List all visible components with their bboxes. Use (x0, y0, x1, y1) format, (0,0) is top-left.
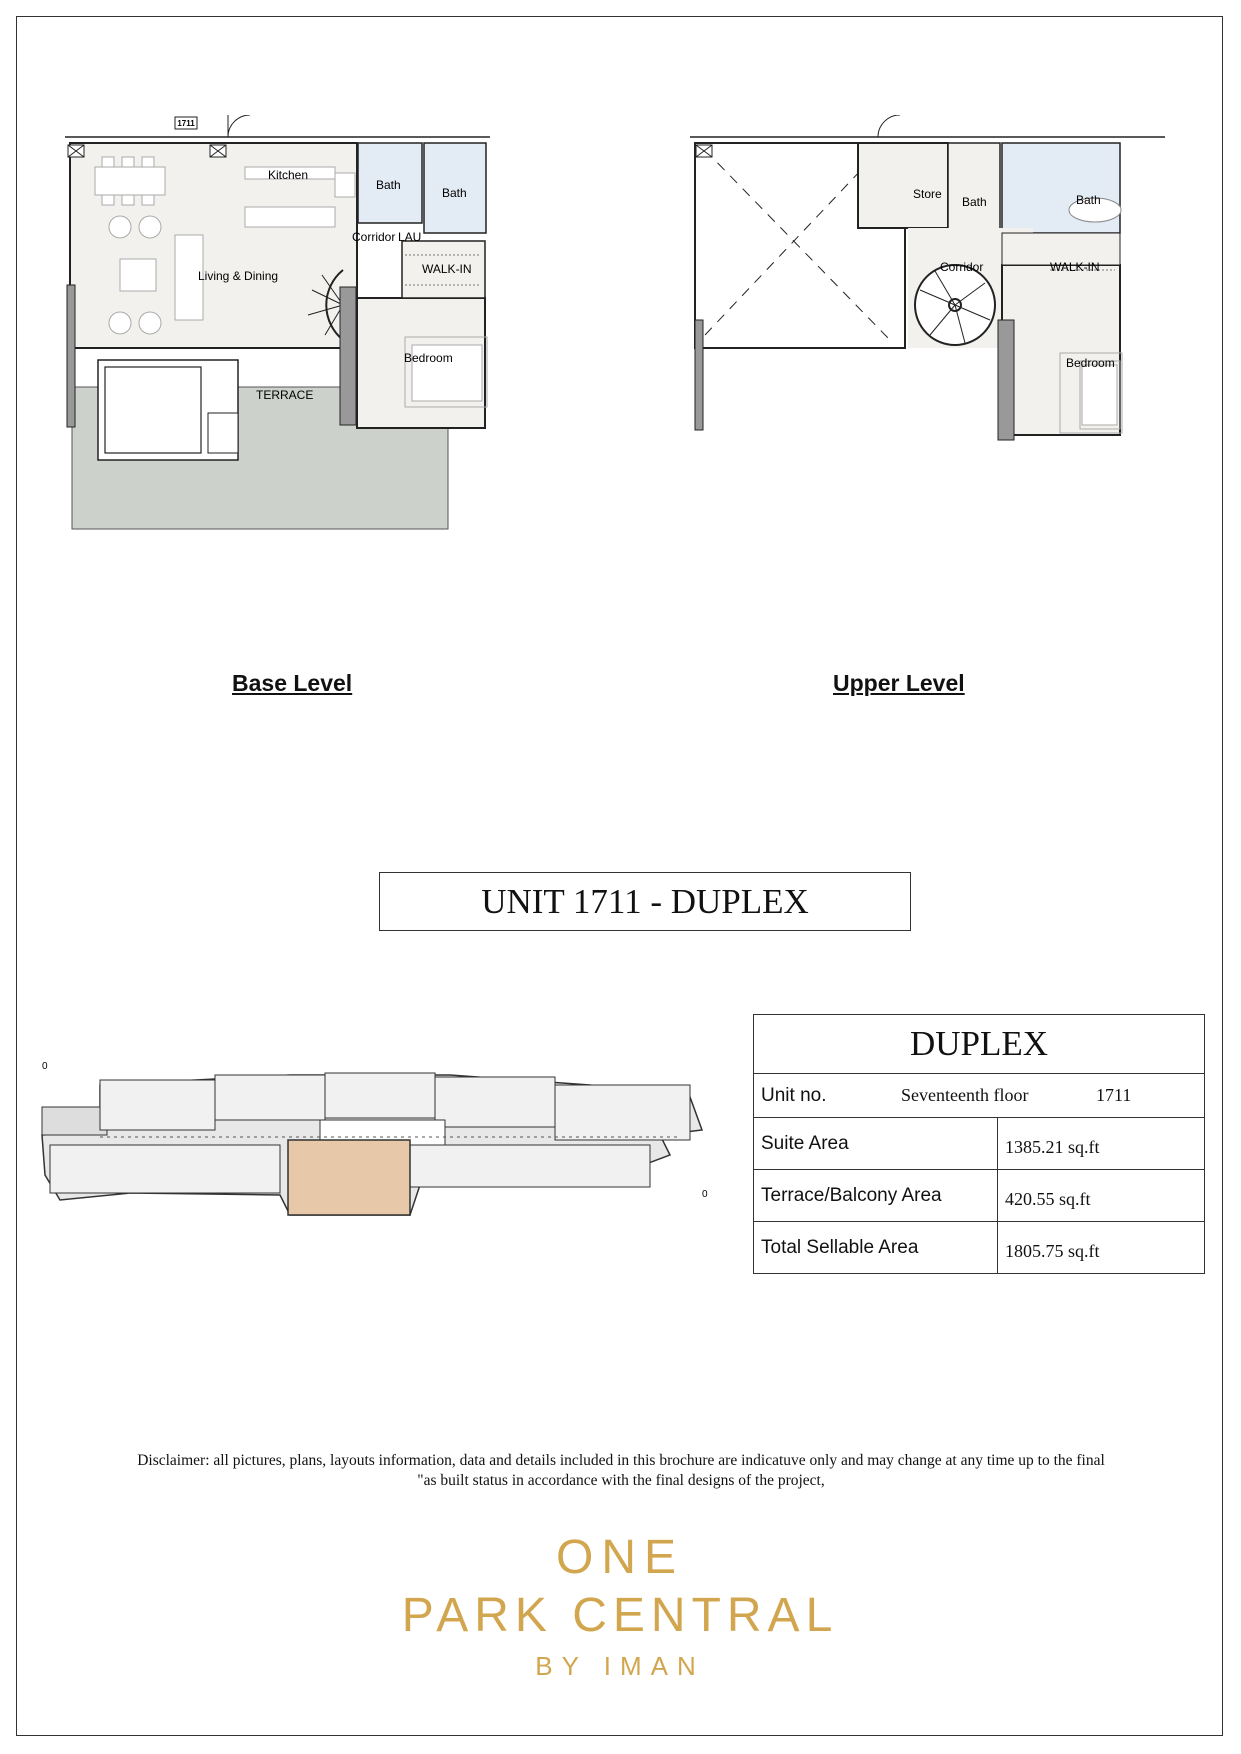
bedroom-label: Bedroom (404, 351, 453, 365)
terrace-label: TERRACE (256, 388, 314, 402)
upper-bedroom-label: Bedroom (1066, 356, 1115, 370)
info-table-title: DUPLEX (754, 1015, 1205, 1074)
walkin-label: WALK-IN (422, 262, 472, 276)
total-area-label: Total Sellable Area (754, 1222, 998, 1274)
key-plan-marker-right: 0 (702, 1189, 708, 1200)
floor-value: Seventeenth floor (901, 1085, 1029, 1105)
logo-line-3: BY IMAN (535, 1651, 705, 1681)
base-level-plan (60, 115, 560, 555)
store-label: Store (913, 187, 942, 201)
unit-title: UNIT 1711 - DUPLEX (379, 872, 911, 931)
key-plan-marker-left: 0 (42, 1061, 48, 1072)
unit-no-value: 1711 (1096, 1085, 1132, 1105)
one-park-central-logo (380, 1530, 860, 1686)
suite-area-value: 1385.21 sq.ft (998, 1118, 1205, 1170)
upper-bath1-label: Bath (962, 195, 987, 209)
disclaimer-line-1: Disclaimer: all pictures, plans, layouts information, data and details included in this brochure are indicatuve only and may change at any time up to the final (137, 1452, 1105, 1469)
upper-corridor-label: Corridor (940, 260, 984, 274)
logo-line-1: ONE (555, 1531, 684, 1584)
terrace-area-label: Terrace/Balcony Area (754, 1170, 998, 1222)
total-area-value: 1805.75 sq.ft (998, 1222, 1205, 1274)
terrace-area-value: 420.55 sq.ft (998, 1170, 1205, 1222)
unit-tag: 1711 (177, 119, 195, 128)
upper-bath1-floor (948, 143, 1000, 233)
key-plan (30, 1045, 720, 1225)
bath2-label: Bath (442, 186, 467, 200)
base-level-label: Base Level (232, 670, 353, 696)
logo-line-2: PARK CENTRAL (401, 1589, 839, 1642)
disclaimer (40, 1451, 1202, 1491)
suite-area-label: Suite Area (754, 1118, 998, 1170)
lau-label: LAU (398, 230, 422, 244)
upper-bath2-label: Bath (1076, 193, 1101, 207)
unit-no-row (754, 1074, 1205, 1118)
store-floor (858, 143, 948, 228)
upper-level-label: Upper Level (833, 670, 965, 696)
upper-level-plan (690, 115, 1170, 495)
unit-no-label: Unit no. (761, 1084, 827, 1106)
living-label: Living & Dining (198, 269, 279, 283)
unit-highlight (288, 1140, 410, 1215)
unit-info-table (753, 1014, 1205, 1274)
disclaimer-line-2: "as built status in accordance with the final designs of the project, (417, 1472, 825, 1489)
corridor-label: Corridor (352, 230, 396, 244)
upper-walkin-label: WALK-IN (1050, 260, 1100, 274)
kitchen-label: Kitchen (268, 168, 309, 182)
bath1-label: Bath (376, 178, 401, 192)
